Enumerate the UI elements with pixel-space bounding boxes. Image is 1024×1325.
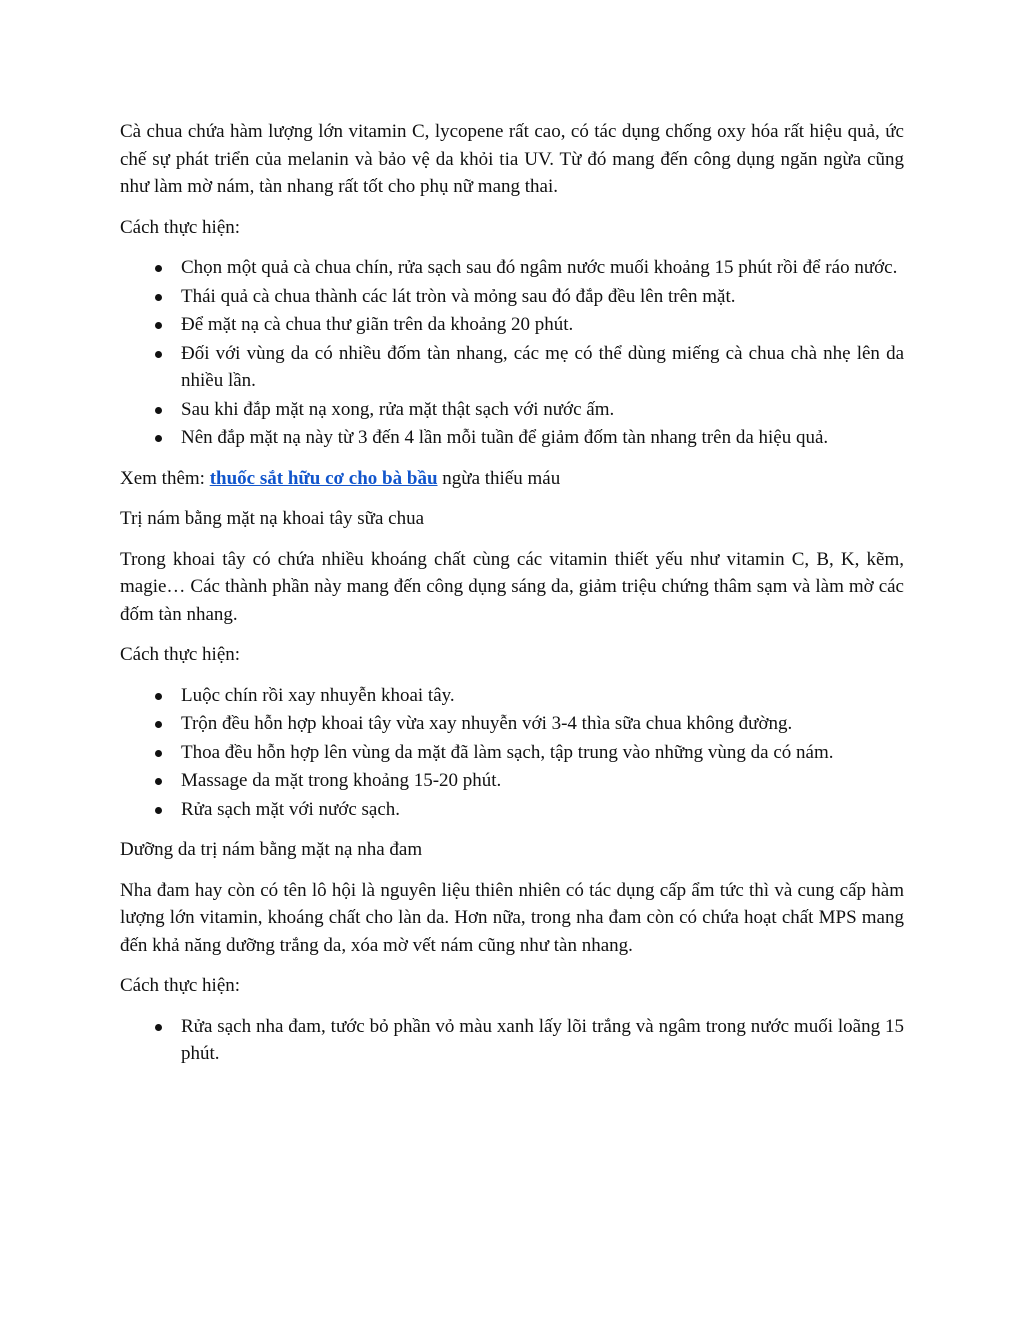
aloe-paragraph: Nha đam hay còn có tên lô hội là nguyên liệu thiên nhiên có tác dụng cấp ẩm tức thì và cung cấp hàm lượng lớn vitamin, khoáng chất cho làn da. Hơn nữa, trong nha đam còn có chứa hoạt chất MPS mang đến khả năng dưỡng trắng da, xóa mờ vết nám cũng như tàn nhang. bbox=[120, 879, 904, 956]
bullet-icon bbox=[155, 693, 162, 700]
bullet-icon bbox=[155, 721, 162, 728]
method-heading: Cách thực hiện: bbox=[120, 644, 241, 665]
list-item: Luộc chín rồi xay nhuyễn khoai tây. bbox=[120, 682, 904, 710]
potato-paragraph: Trong khoai tây có chứa nhiều khoáng chất cùng các vitamin thiết yếu như vitamin C, B, K, kẽm, magie… Các thành phần này mang đến công dụng sáng da, giảm triệu chứng thâm sạm và làm mờ các đốm tàn nhang. bbox=[120, 548, 904, 625]
aloe-steps-list bbox=[120, 1013, 904, 1068]
document-page bbox=[120, 118, 904, 1081]
list-item: Chọn một quả cà chua chín, rửa sạch sau đó ngâm nước muối khoảng 15 phút rồi để ráo nước. bbox=[120, 254, 904, 282]
intro-paragraph: Cà chua chứa hàm lượng lớn vitamin C, lycopene rất cao, có tác dụng chống oxy hóa rất hiệu quả, ức chế sự phát triển của melanin và bảo vệ da khỏi tia UV. Từ đó mang đến công dụng ngăn ngừa cũng như làm mờ nám, tàn nhang rất tốt cho phụ nữ mang thai. bbox=[120, 121, 904, 197]
list-item: Trộn đều hỗn hợp khoai tây vừa xay nhuyễn với 3-4 thìa sữa chua không đường. bbox=[120, 710, 904, 738]
list-item: Sau khi đắp mặt nạ xong, rửa mặt thật sạch với nước ấm. bbox=[120, 396, 904, 424]
method-heading: Cách thực hiện: bbox=[120, 975, 241, 996]
iron-supplement-link[interactable]: thuốc sắt hữu cơ cho bà bầu bbox=[209, 467, 438, 489]
method-heading: Cách thực hiện: bbox=[120, 216, 241, 238]
aloe-section-title: Dưỡng da trị nám bằng mặt nạ nha đam bbox=[120, 839, 423, 860]
bullet-icon bbox=[155, 351, 162, 358]
bullet-icon bbox=[155, 435, 162, 442]
bullet-icon bbox=[155, 750, 162, 757]
bullet-icon bbox=[155, 1024, 162, 1031]
list-item: Rửa sạch mặt với nước sạch. bbox=[120, 796, 904, 824]
see-more-line bbox=[120, 465, 904, 493]
list-item: Thoa đều hỗn hợp lên vùng da mặt đã làm sạch, tập trung vào những vùng da có nám. bbox=[120, 739, 904, 767]
see-more-prefix: Xem thêm: bbox=[120, 467, 210, 489]
list-item: Nên đắp mặt nạ này từ 3 đến 4 lần mỗi tuần để giảm đốm tàn nhang trên da hiệu quả. bbox=[120, 424, 904, 452]
see-more-suffix: ngừa thiếu máu bbox=[437, 467, 561, 489]
list-item: Để mặt nạ cà chua thư giãn trên da khoảng 20 phút. bbox=[120, 311, 904, 339]
bullet-icon bbox=[155, 294, 162, 301]
potato-section-title: Trị nám bằng mặt nạ khoai tây sữa chua bbox=[120, 508, 425, 529]
list-item: Rửa sạch nha đam, tước bỏ phần vỏ màu xanh lấy lõi trắng và ngâm trong nước muối loãng 15 phút. bbox=[120, 1013, 904, 1068]
bullet-icon bbox=[155, 778, 162, 785]
list-item: Thái quả cà chua thành các lát tròn và mỏng sau đó đắp đều lên trên mặt. bbox=[120, 283, 904, 311]
tomato-steps-list bbox=[120, 254, 904, 452]
potato-steps-list bbox=[120, 682, 904, 824]
bullet-icon bbox=[155, 322, 162, 329]
bullet-icon bbox=[155, 265, 162, 272]
bullet-icon bbox=[155, 807, 162, 814]
bullet-icon bbox=[155, 407, 162, 414]
list-item: Đối với vùng da có nhiều đốm tàn nhang, các mẹ có thể dùng miếng cà chua chà nhẹ lên da nhiều lần. bbox=[120, 340, 904, 395]
list-item: Massage da mặt trong khoảng 15-20 phút. bbox=[120, 767, 904, 795]
